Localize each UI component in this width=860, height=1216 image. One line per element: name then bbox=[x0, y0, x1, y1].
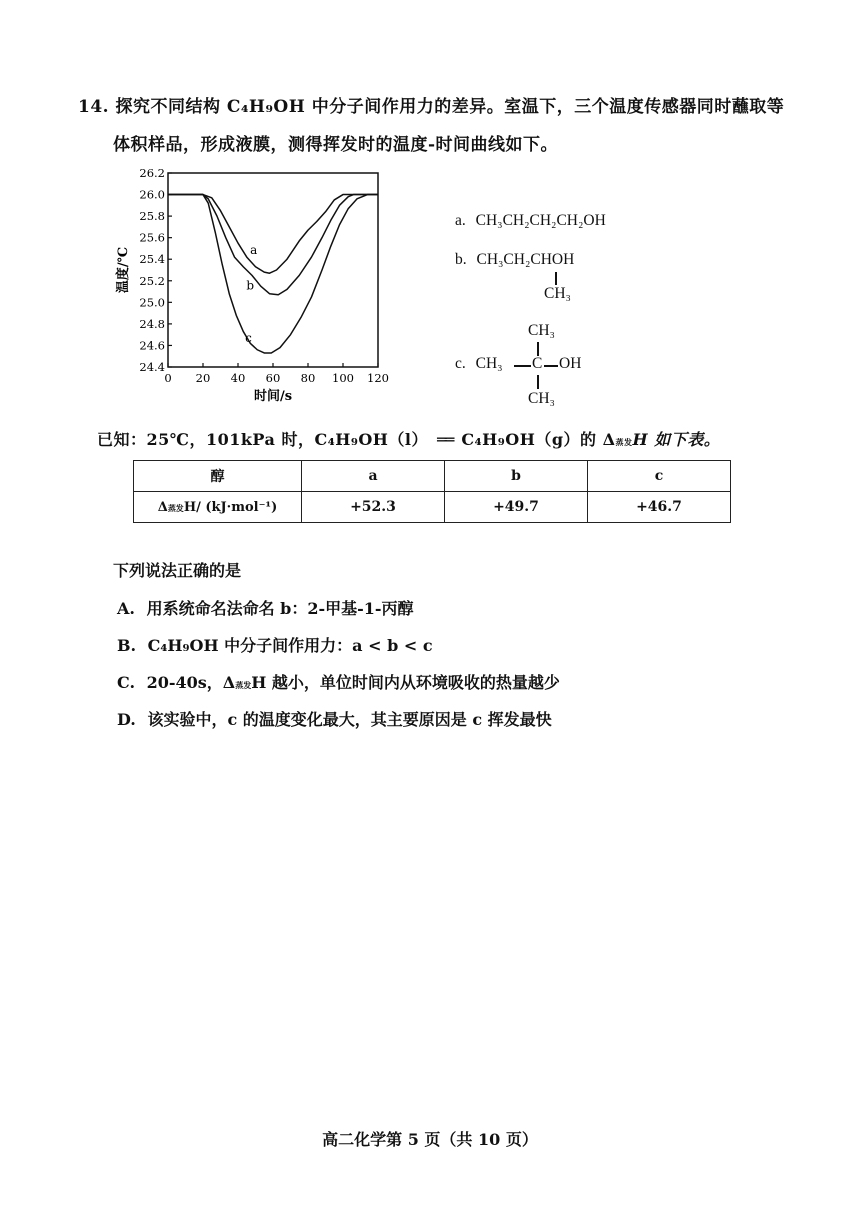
option-a-letter: A. bbox=[117, 599, 135, 618]
option-d-text: 该实验中，c 的温度变化最大，其主要原因是 c 挥发最快 bbox=[147, 710, 552, 729]
structure-c-bond-right bbox=[544, 365, 558, 367]
x-tick-label: 40 bbox=[230, 371, 246, 385]
table-row-label-sub: 蒸发 bbox=[167, 502, 184, 513]
table-row-label bbox=[134, 492, 302, 523]
y-tick-label: 26.2 bbox=[139, 166, 165, 180]
enthalpy-table bbox=[133, 460, 731, 523]
structure-c-row bbox=[455, 355, 503, 373]
table-row-label-delta: Δ bbox=[157, 499, 168, 515]
structure-c-bottom: CH₃ bbox=[528, 390, 555, 407]
structure-c-bond-left bbox=[514, 365, 531, 367]
question-stem-line1 bbox=[78, 92, 784, 117]
y-tick-label: 25.4 bbox=[139, 252, 165, 267]
y-tick-label: 26.0 bbox=[139, 187, 165, 202]
structure-c-label: c. bbox=[455, 355, 466, 372]
structure-c-bond-top bbox=[537, 342, 539, 356]
structure-c-top: CH₃ bbox=[528, 322, 555, 339]
structure-b-label: b. bbox=[455, 251, 467, 268]
known-equals-sign: ══ bbox=[437, 430, 453, 449]
option-a[interactable] bbox=[117, 596, 414, 619]
option-b[interactable] bbox=[117, 633, 433, 656]
x-tick-label: 80 bbox=[300, 371, 316, 385]
series-line-b bbox=[168, 195, 378, 295]
table-header-cell: 醇 bbox=[134, 461, 302, 492]
question-prompt: 下列说法正确的是 bbox=[113, 561, 242, 580]
table-header-cell: b bbox=[445, 461, 588, 492]
structure-a-formula: CH₃CH₂CH₂CH₂OH bbox=[475, 212, 606, 229]
option-b-letter: B. bbox=[117, 636, 137, 655]
table-cell-b: +49.7 bbox=[445, 492, 588, 523]
table-cell-c: +46.7 bbox=[588, 492, 731, 523]
y-tick-label: 25.0 bbox=[139, 295, 165, 310]
known-suffix: H 如下表。 bbox=[632, 430, 721, 449]
table-row-label-rest: H/ (kJ·mol⁻¹) bbox=[183, 499, 278, 515]
chart-series bbox=[168, 195, 378, 353]
x-tick-label: 120 bbox=[367, 371, 389, 385]
structure-b-main: CH₃CH₂CHOH bbox=[476, 251, 575, 268]
series-label-a: a bbox=[250, 242, 258, 257]
known-middle: C₄H₉OH（g）的 Δ bbox=[461, 430, 616, 449]
table-header-cell: c bbox=[588, 461, 731, 492]
y-tick-label: 24.6 bbox=[139, 338, 165, 353]
option-d[interactable] bbox=[117, 707, 552, 730]
structure-a-label: a. bbox=[455, 212, 466, 229]
table-cell-a: +52.3 bbox=[302, 492, 445, 523]
known-sub: 蒸发 bbox=[615, 437, 633, 447]
option-c-text-a: 20-40s，Δ bbox=[146, 673, 236, 692]
option-c[interactable] bbox=[117, 670, 560, 693]
x-tick-label: 60 bbox=[265, 371, 281, 385]
option-b-text: C₄H₉OH 中分子间作用力：a < b < c bbox=[147, 636, 433, 655]
y-tick-label: 25.8 bbox=[139, 209, 165, 224]
structure-c-center: C bbox=[532, 355, 543, 372]
temperature-time-chart bbox=[108, 165, 398, 410]
series-label-c: c bbox=[245, 331, 252, 346]
structure-c-right: OH bbox=[559, 355, 582, 372]
option-d-letter: D. bbox=[117, 710, 136, 729]
series-label-b: b bbox=[246, 278, 255, 293]
page-footer: 高二化学第 5 页（共 10 页） bbox=[322, 1130, 538, 1149]
y-tick-label: 24.4 bbox=[139, 360, 165, 374]
y-tick-label: 24.8 bbox=[139, 316, 165, 331]
x-tick-label: 100 bbox=[332, 371, 354, 385]
option-c-text-b: H 越小，单位时间内从环境吸收的热量越少 bbox=[251, 673, 560, 692]
table-header-row bbox=[134, 461, 731, 492]
series-line-c bbox=[168, 195, 378, 353]
option-c-letter: C. bbox=[117, 673, 136, 692]
known-prefix: 已知：25℃，101kPa 时，C₄H₉OH（l） bbox=[97, 430, 428, 449]
structure-b-bond bbox=[555, 272, 557, 285]
question-stem-text-1: 探究不同结构 C₄H₉OH 中分子间作用力的差异。室温下，三个温度传感器同时蘸取等 bbox=[115, 97, 785, 117]
x-tick-label: 20 bbox=[195, 371, 211, 385]
y-tick-label: 25.6 bbox=[139, 230, 165, 245]
structure-b-branch: CH₃ bbox=[544, 285, 571, 302]
structure-c-bond-bottom bbox=[537, 375, 539, 389]
option-a-text: 用系统命名法命名 b：2-甲基-1-丙醇 bbox=[146, 599, 414, 618]
known-statement bbox=[97, 427, 720, 450]
structure-c-left: CH₃ bbox=[475, 355, 503, 372]
table-header-cell: a bbox=[302, 461, 445, 492]
y-tick-label: 25.2 bbox=[139, 273, 165, 288]
series-line-a bbox=[168, 195, 378, 274]
table-row bbox=[134, 492, 731, 523]
x-axis-label: 时间/s bbox=[253, 389, 293, 404]
structure-a bbox=[455, 212, 606, 230]
y-axis-label: 温度/℃ bbox=[116, 246, 131, 294]
option-c-sub: 蒸发 bbox=[235, 680, 252, 690]
question-stem-line2: 体积样品，形成液膜，测得挥发时的温度-时间曲线如下。 bbox=[113, 135, 559, 155]
x-tick-label: 0 bbox=[164, 371, 172, 385]
structure-b bbox=[455, 251, 574, 269]
plot-frame bbox=[168, 173, 378, 367]
question-number: 14. bbox=[78, 97, 110, 117]
